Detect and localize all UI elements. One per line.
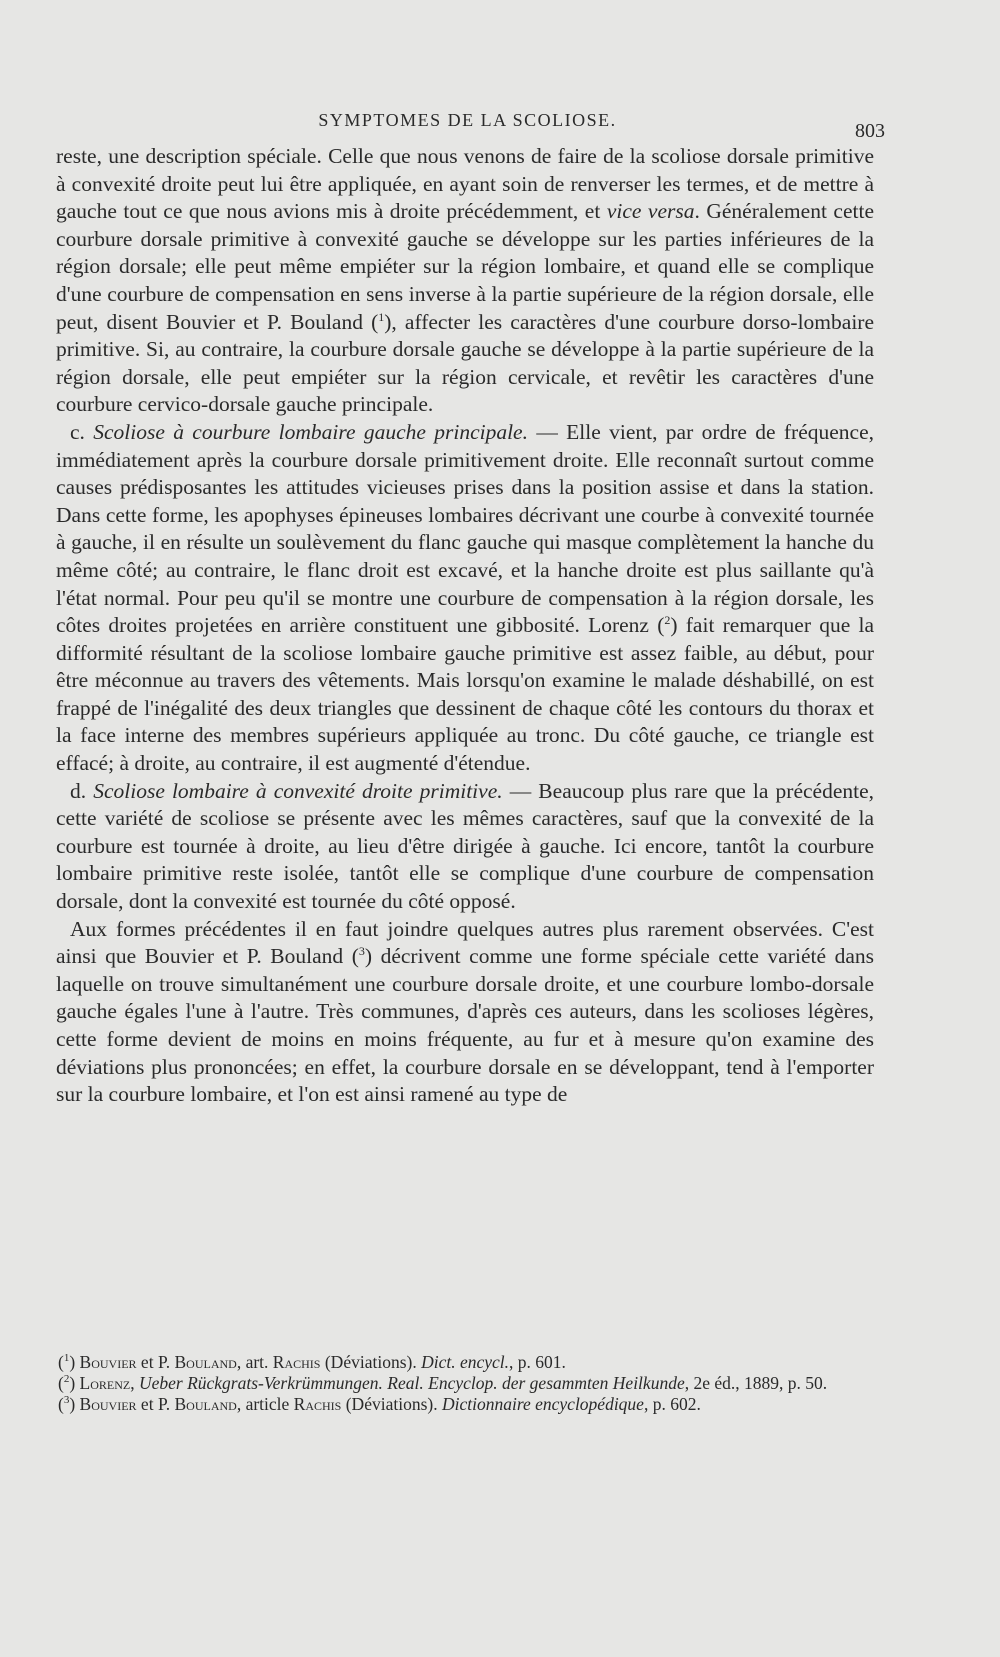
entry-name: Rachis	[272, 1352, 321, 1372]
section-heading: Scoliose à courbure lombaire gauche principale.	[93, 419, 528, 444]
text-run: (Déviations).	[320, 1352, 422, 1372]
text-run: , p. 602.	[643, 1394, 701, 1414]
running-title: SYMPTOMES DE LA SCOLIOSE.	[318, 110, 617, 130]
text-run: Aux formes précédentes il en faut joindre quelques autres plus rarement observées. C'est ainsi que Bouvier et P. Bouland (	[56, 916, 874, 969]
page-number: 803	[855, 120, 885, 142]
text-run: — Beaucoup plus rare que la précédente, cette variété de scoliose se présente avec les mêmes caractères, sauf que la convexité de la courbure est tournée à droite, au lieu d'être dirigée à gauche. Ici encore, tantôt la courbure lombaire primitive reste isolée, tantôt elle se complique d'une courbure de compensation dorsale, dont la convexité est tournée du côté opposé.	[56, 778, 875, 914]
text-run: ) décrivent comme une forme spéciale cette variété dans laquelle on trouve simultanément une courbure dorsale droite, et une courbure lombo-dorsale gauche égales l'une à l'autre. Très communes, d'après ces auteurs, dans les scolioses légères, cette forme devient de moins en moins fréquente, au fur et à mesure qu'on examine des déviations plus prononcées; en effet, la courbure dorsale en se développant, tend à l'emporter sur la courbure lombaire, et l'on est ainsi ramené au type de	[56, 944, 874, 1107]
section-heading: Scoliose lombaire à convexité droite primitive.	[93, 778, 503, 803]
paragraph-dorsal-left	[56, 143, 874, 419]
page-header	[50, 110, 885, 140]
author: P. Bouland	[157, 1352, 237, 1372]
text-run: et	[136, 1394, 158, 1414]
footnote-reference[interactable]: 1	[378, 309, 385, 324]
footnote-mark: 2	[63, 1373, 70, 1386]
footnote-mark: 1	[63, 1352, 70, 1365]
text-run: ) fait remarquer que la difformité résultant de la scoliose lombaire gauche primitive est assez faible, au début, pour être méconnue au travers des vêtements. Mais lorsqu'on examine le malade déshabillé, on est frappé de l'inégalité des deux triangles que dessinent de chaque côté les contours du thorax et la face interne des membres supérieurs appliquée au tronc. Du côté gauche, ce triangle est effacé; à droite, au contraire, il est augmenté d'étendue.	[56, 613, 874, 776]
text-run: , p. 601.	[509, 1352, 566, 1372]
footnotes	[58, 1352, 856, 1415]
work-title: Dictionnaire encyclopédique	[441, 1394, 644, 1414]
text-run: . Généralement cette courbure dorsale primitive à convexité gauche se développe sur les parties inférieures de la région dorsale; elle peut même empiéter sur la région lombaire, et quand elle se complique d'une courbure de compensation en sens inverse à la partie supérieure de la région dorsale, elle peut, disent Bouvier et P. Bouland (	[56, 199, 874, 334]
footnote-3: ($^3$) Bouvier et P. Bouland, article Rachis (Déviations). Dictionnaire encyclopédique, p. 602.	[58, 1394, 701, 1414]
work-title: Dict. encycl.	[421, 1352, 510, 1372]
author: Lorenz	[79, 1373, 131, 1393]
entry-name: Rachis	[293, 1394, 342, 1414]
section-letter: d.	[70, 778, 94, 803]
paragraph-lumbar-right	[56, 778, 874, 916]
italic-text: vice versa	[606, 199, 695, 224]
text-run: , 2e éd., 1889, p. 50.	[684, 1373, 828, 1393]
text-run: , art.	[236, 1352, 273, 1372]
author: Bouvier	[79, 1352, 137, 1372]
paragraph-lumbar-left	[56, 419, 874, 778]
footnote-1: ($^1$) Bouvier et P. Bouland, art. Rachis (Déviations). Dict. encycl., p. 601.	[58, 1352, 566, 1372]
text-run: , article	[236, 1394, 294, 1414]
text-run: ), affecter les caractères d'une courbure dorso-lombaire primitive. Si, au contraire, la courbure dorsale gauche se développe à la partie supérieure de la région dorsale, elle peut empiéter sur la région cervicale, et revêtir les caractères d'une courbure cervico-dorsale gauche principale.	[56, 309, 874, 417]
author: P. Bouland	[157, 1394, 237, 1414]
text-run: et	[136, 1352, 158, 1372]
author: Bouvier	[79, 1394, 137, 1414]
main-text	[56, 143, 874, 1109]
footnote-2: ($^2$) Lorenz, Ueber Rückgrats-Verkrümmungen. Real. Encyclop. der gesammten Heilkunde, 2e éd., 1889, p. 50.	[58, 1373, 828, 1393]
footnote-mark: 3	[63, 1394, 70, 1407]
text-run: — Elle vient, par ordre de fréquence, immédiatement après la courbure dorsale primitivement droite. Elle reconnaît surtout comme causes prédisposantes les attitudes vicieuses prises dans la position assise et dans la station. Dans cette forme, les apophyses épineuses lombaires décrivant une courbe à convexité tournée à gauche, il en résulte un soulèvement du flanc gauche qui masque complètement la hanche du même côté; au contraire, le flanc droit est excavé, et la hanche droite est plus saillante qu'à l'état normal. Pour peu qu'il se montre une courbure de compensation à la région dorsale, les côtes droites projetées en arrière constituent une gibbosité. Lorenz (	[56, 419, 874, 638]
footnote-reference[interactable]: 2	[664, 612, 671, 627]
text-run: (Déviations).	[341, 1394, 442, 1414]
text-run: ,	[130, 1373, 139, 1393]
text-run: reste, une description spéciale. Celle que nous venons de faire de la scoliose dorsale primitive à convexité droite peut lui être appliquée, en ayant soin de renverser les termes, et de mettre à gauche tout ce que nous avions mis à droite précédemment, et	[56, 144, 874, 224]
footnote-reference[interactable]: 3	[358, 944, 365, 959]
paragraph-other-forms	[56, 916, 874, 1109]
work-title: Ueber Rückgrats-Verkrümmungen. Real. Encyclop. der gesammten Heilkunde	[138, 1373, 685, 1393]
section-letter: c.	[70, 419, 94, 444]
